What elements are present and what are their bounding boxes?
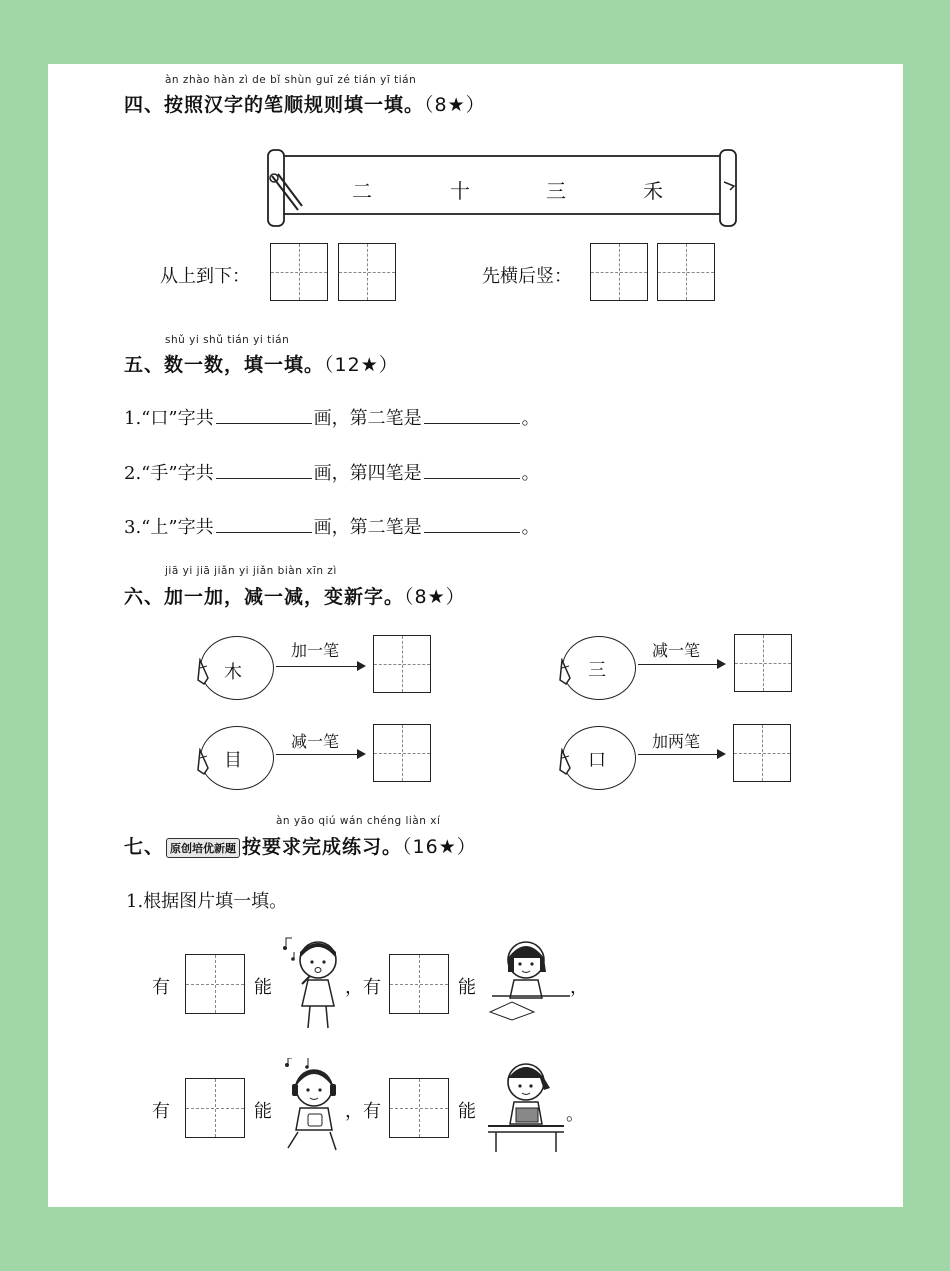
- original-badge: 原创培优新题: [166, 838, 240, 858]
- operation-label: 加一笔: [291, 641, 340, 660]
- answer-box[interactable]: [185, 1078, 245, 1138]
- answer-box[interactable]: [373, 635, 431, 693]
- oval-char: 三: [588, 660, 606, 681]
- count-item-prefix: 3.“上”字共: [124, 517, 214, 538]
- count-item-prefix: 1.“口”字共: [124, 408, 214, 429]
- section7-title-prefix: 七、: [124, 836, 165, 858]
- answer-box[interactable]: [657, 243, 715, 301]
- oval-char: 口: [588, 750, 606, 771]
- section5-heading: [124, 350, 399, 377]
- comma-have: ，有: [345, 1101, 381, 1122]
- section7-sub1: 1.根据图片填一填。: [126, 891, 288, 912]
- scroll-char-2: 十: [450, 179, 470, 203]
- oval-char: 目: [224, 750, 242, 771]
- section5-pinyin: shǔ yi shǔ tián yi tián: [165, 334, 290, 346]
- comma-have: ，有: [345, 977, 381, 998]
- section5-points: （12★）: [324, 354, 399, 376]
- count-item-middle: 画，第二笔是: [313, 517, 422, 538]
- section4-heading: [124, 90, 486, 117]
- pencil-icon: [556, 748, 578, 778]
- count-item-prefix: 2.“手”字共: [124, 463, 214, 484]
- count-item-3: [124, 513, 540, 539]
- answer-blank[interactable]: [216, 405, 312, 424]
- word-have: 有: [152, 1101, 170, 1122]
- count-item-suffix: 。: [521, 517, 540, 538]
- answer-box[interactable]: [185, 954, 245, 1014]
- count-item-middle: 画，第二笔是: [313, 408, 422, 429]
- section7-points: （16★）: [402, 836, 477, 858]
- pencil-icon: [194, 748, 216, 778]
- count-item-2: [124, 459, 540, 485]
- word-can: 能: [458, 977, 476, 998]
- arrow-icon: [638, 754, 724, 755]
- section6-points: （8★）: [404, 586, 466, 608]
- count-item-middle: 画，第四笔是: [313, 463, 422, 484]
- section4-pinyin: àn zhào hàn zì de bǐ shùn guī zé tián yī tián: [165, 74, 417, 86]
- pencil-icon: [194, 658, 216, 688]
- answer-box[interactable]: [338, 243, 396, 301]
- scroll-char-3: 三: [546, 179, 566, 203]
- section4-points: （8★）: [424, 94, 486, 116]
- operation-label: 减一笔: [291, 732, 340, 751]
- label-top-bottom: 从上到下：: [160, 266, 250, 287]
- word-can: 能: [254, 977, 272, 998]
- operation-label: 加两笔: [652, 732, 701, 751]
- section7-heading: [124, 832, 477, 859]
- answer-blank[interactable]: [216, 514, 312, 533]
- answer-box[interactable]: [733, 724, 791, 782]
- word-can: 能: [458, 1101, 476, 1122]
- answer-box[interactable]: [734, 634, 792, 692]
- oval-char: 木: [224, 662, 242, 683]
- answer-blank[interactable]: [424, 460, 520, 479]
- section5-title: 五、数一数，填一填。: [124, 354, 325, 376]
- count-item-1: [124, 404, 540, 430]
- answer-box[interactable]: [590, 243, 648, 301]
- label-horizontal-first: 先横后竖：: [482, 266, 572, 287]
- count-item-suffix: 。: [521, 463, 540, 484]
- scroll-illustration: [262, 146, 762, 230]
- section7-pinyin: àn yāo qiú wán chéng liàn xí: [276, 815, 441, 827]
- section6-pinyin: jiā yi jiā jiǎn yi jiǎn biàn xīn zì: [165, 565, 337, 577]
- section4-title: 四、按照汉字的笔顺规则填一填。: [124, 94, 425, 116]
- word-have: 有: [152, 977, 170, 998]
- answer-box[interactable]: [373, 724, 431, 782]
- word-can: 能: [254, 1101, 272, 1122]
- arrow-icon: [276, 754, 364, 755]
- listening-girl-image: [278, 1058, 344, 1154]
- comma-end: ，: [570, 977, 588, 998]
- scroll-char-4: 禾: [643, 179, 663, 203]
- answer-box[interactable]: [270, 243, 328, 301]
- arrow-icon: [276, 666, 364, 667]
- pencil-icon: [556, 658, 578, 688]
- answer-blank[interactable]: [424, 514, 520, 533]
- answer-box[interactable]: [389, 954, 449, 1014]
- section6-heading: [124, 582, 466, 609]
- count-item-suffix: 。: [521, 408, 540, 429]
- section6-title: 六、加一加，减一减，变新字。: [124, 586, 405, 608]
- operation-label: 减一笔: [652, 641, 701, 660]
- scroll-char-1: 二: [352, 179, 372, 203]
- answer-blank[interactable]: [424, 405, 520, 424]
- answer-blank[interactable]: [216, 460, 312, 479]
- writing-girl-image: [486, 938, 572, 1024]
- reading-girl-image: [486, 1060, 566, 1154]
- answer-box[interactable]: [389, 1078, 449, 1138]
- period-end: 。: [566, 1104, 584, 1125]
- section7-title: 按要求完成练习。: [242, 836, 403, 858]
- singing-girl-image: [280, 936, 346, 1032]
- arrow-icon: [638, 664, 724, 665]
